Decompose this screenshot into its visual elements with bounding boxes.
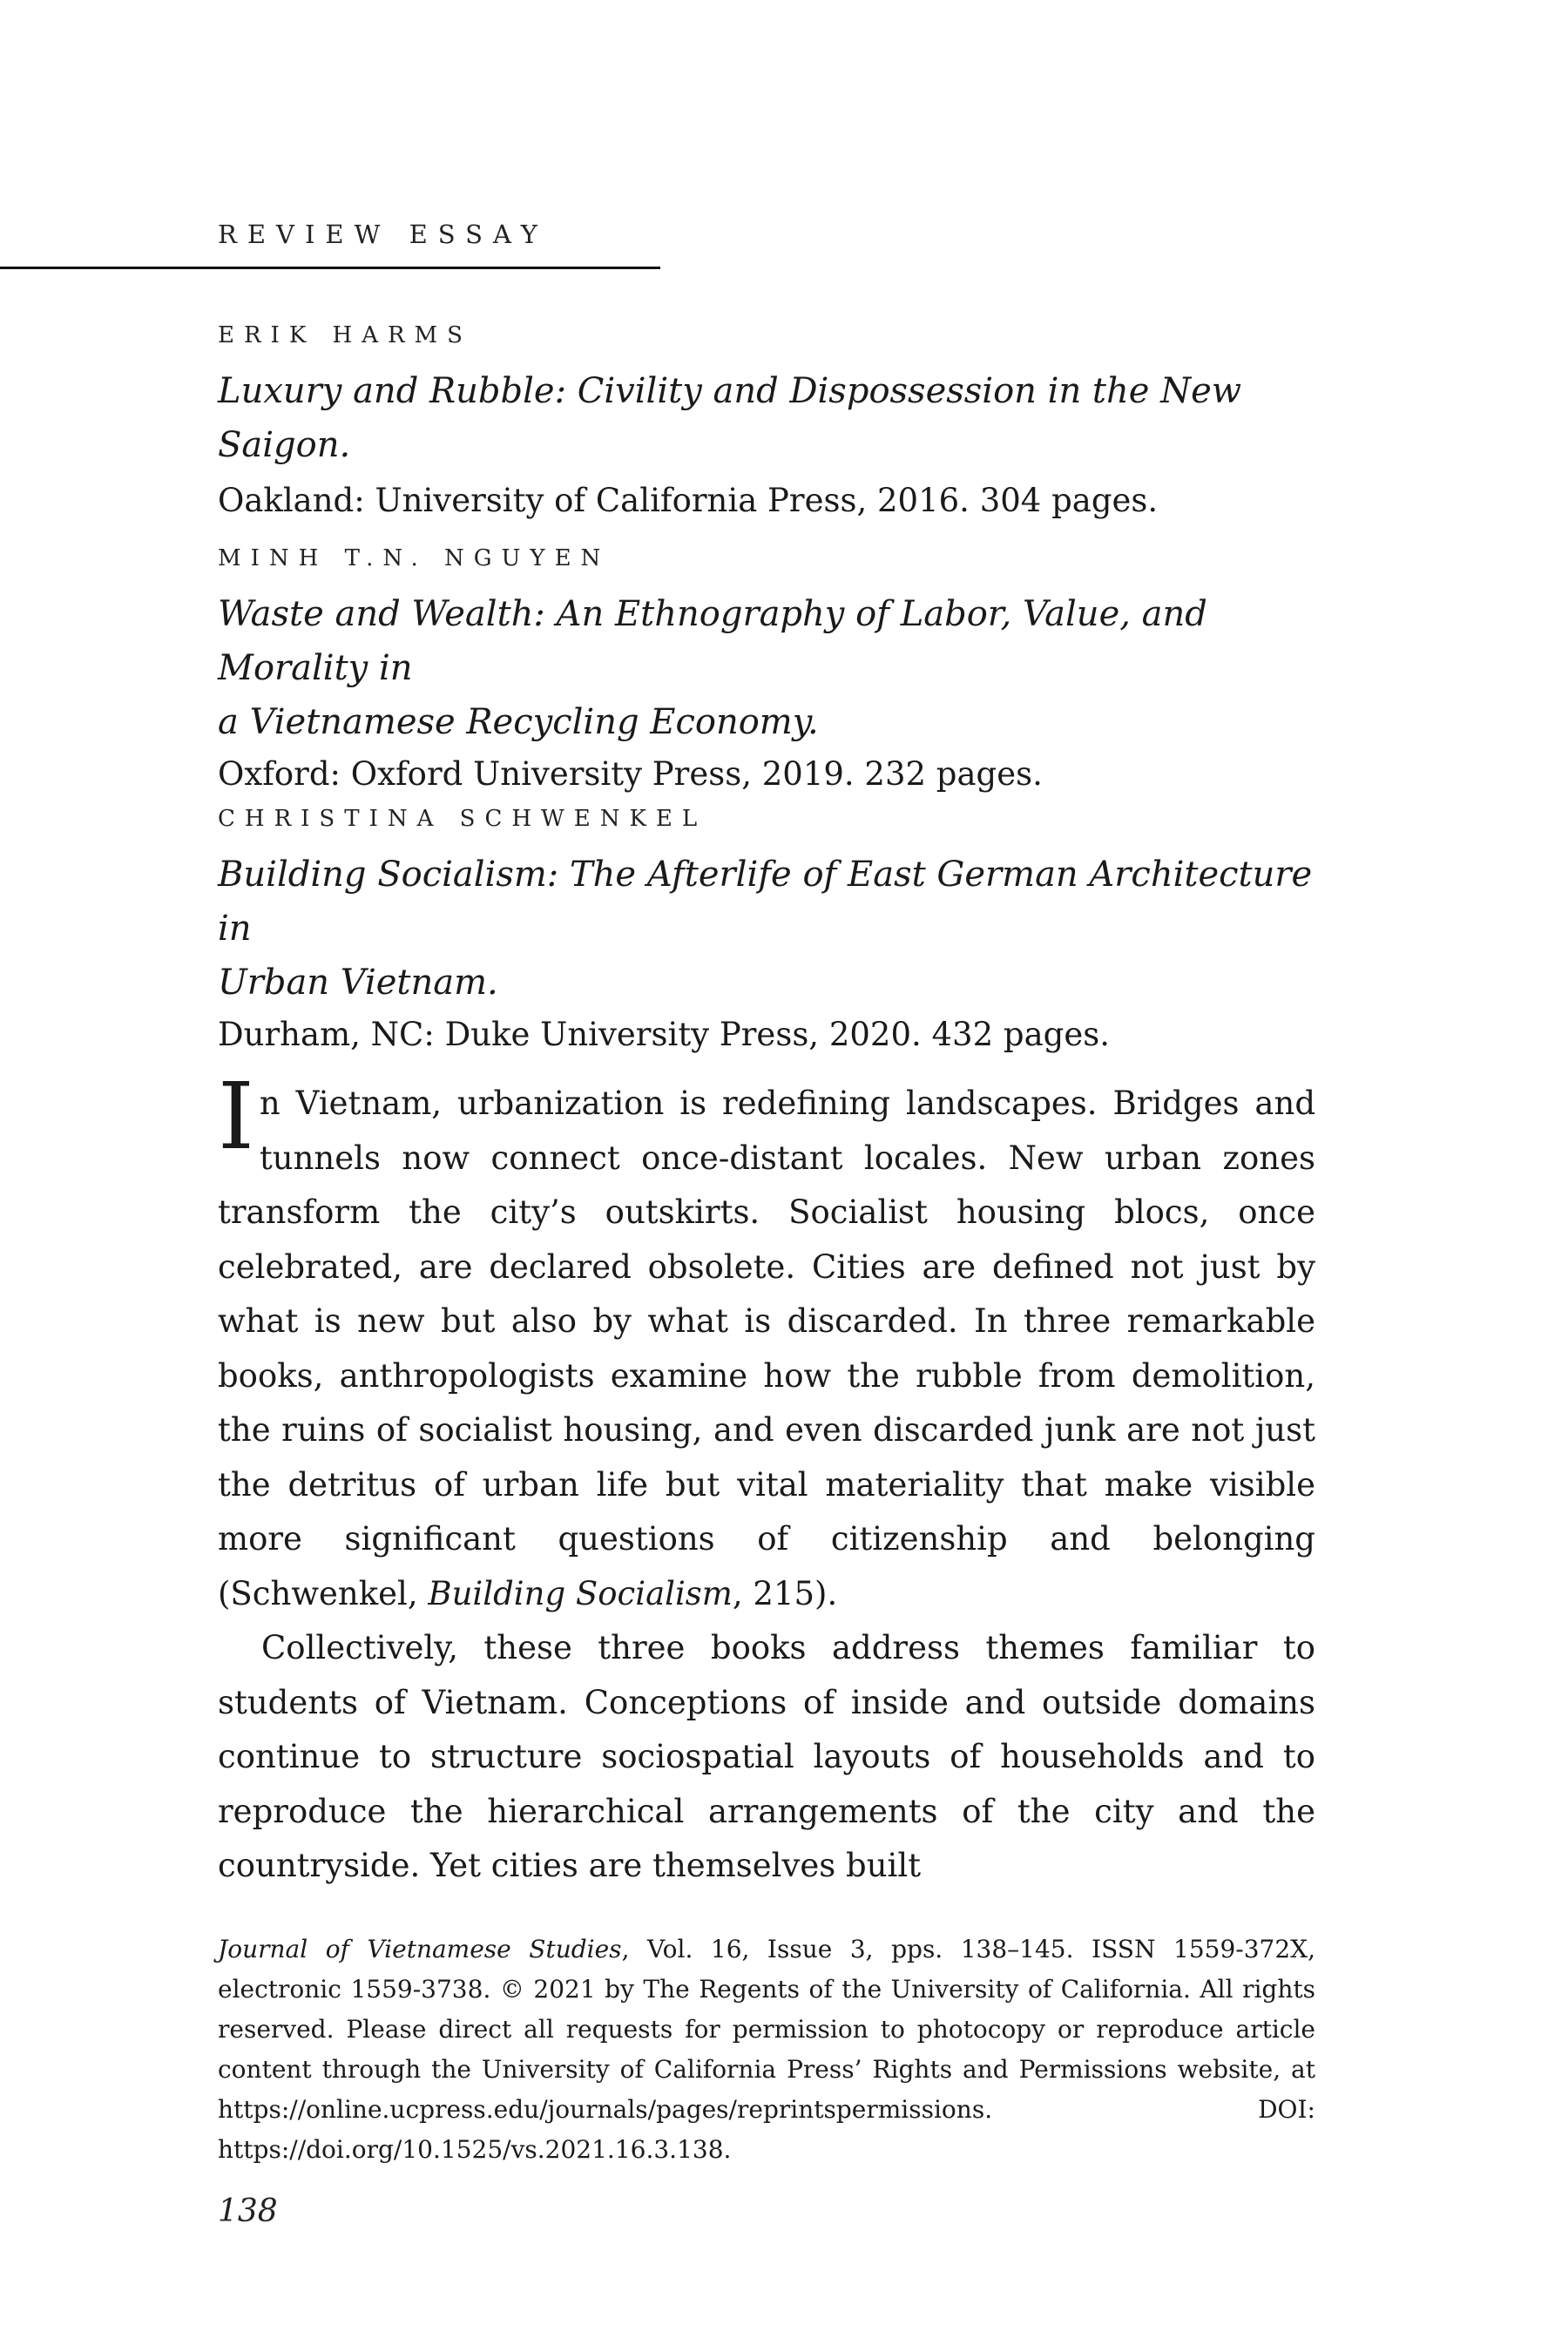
- citation-page: , 215).: [732, 1574, 838, 1612]
- paragraph-1: [218, 1063, 1315, 1621]
- book-title: [218, 587, 1350, 749]
- paragraph-2: Collectively, these three books address themes familiar to students of Vietnam. Conceptions of inside and outside domains continue to structure sociospatial layouts of households and to reproduce the hierarchical arrangements of the city and the countryside. Yet cities are themselves built: [218, 1629, 1315, 1884]
- citation-title: Building Socialism: [428, 1574, 733, 1612]
- drop-cap: I: [218, 1063, 254, 1170]
- book-publication: Durham, NC: Duke University Press, 2020. 432 pages.: [218, 1016, 1110, 1053]
- book-author: ERIK HARMS: [218, 322, 472, 348]
- section-rule: [0, 267, 660, 269]
- book-title-line: Building Socialism: The Afterlife of East German Architecture in: [218, 855, 1313, 949]
- article-body: [218, 1063, 1315, 1894]
- book-publication: Oxford: Oxford University Press, 2019. 232 pages.: [218, 755, 1043, 793]
- book-title-line: a Vietnamese Recycling Economy.: [218, 702, 819, 742]
- footnote-text: , Vol. 16, Issue 3, pps. 138–145. ISSN 1559-372X, electronic 1559-3738. © 2021 by The Regents of the University of California. All rights reserved. Please direct all requests for permission to photocopy or reproduce article content through the University of California Press’ Rights and Permissions website, at https://online.ucpress.edu/journals/pages/reprintspermissions. DOI: https://doi.org/10.1525/vs.2021.16.3.138.: [218, 1935, 1315, 2164]
- book-title: [218, 848, 1350, 1010]
- book-author: CHRISTINA SCHWENKEL: [218, 806, 707, 832]
- book-entry-2: [218, 545, 1350, 800]
- page-number: 138: [218, 2193, 278, 2229]
- footnote: [218, 1930, 1315, 2170]
- paragraph-text: n Vietnam, urbanization is redefining landscapes. Bridges and tunnels now connect once-distant locales. New urban zones transform the city’s outskirts. Socialist housing blocs, once celebrated, are declared obsolete. Cities are defined not just by what is new but also by what is discarded. In three remarkable books, anthropologists examine how the rubble from demolition, the ruins of socialist housing, and even discarded junk are not just the detritus of urban life but vital materiality that make visible more significant questions of citizenship and belonging (Schwenkel,: [218, 1085, 1315, 1612]
- journal-name: Journal of Vietnamese Studies: [218, 1935, 622, 1963]
- book-entry-3: [218, 806, 1350, 1060]
- book-author: MINH T.N. NGUYEN: [218, 545, 611, 571]
- section-label: REVIEW ESSAY: [218, 220, 548, 249]
- book-entry-1: [218, 322, 1350, 526]
- book-publication: Oakland: University of California Press, 2016. 304 pages.: [218, 482, 1159, 519]
- book-title: Luxury and Rubble: Civility and Dispossession in the New Saigon.: [218, 371, 1242, 465]
- book-title-line: Waste and Wealth: An Ethnography of Labor, Value, and Morality in: [218, 594, 1207, 688]
- book-title-line: Urban Vietnam.: [218, 963, 498, 1003]
